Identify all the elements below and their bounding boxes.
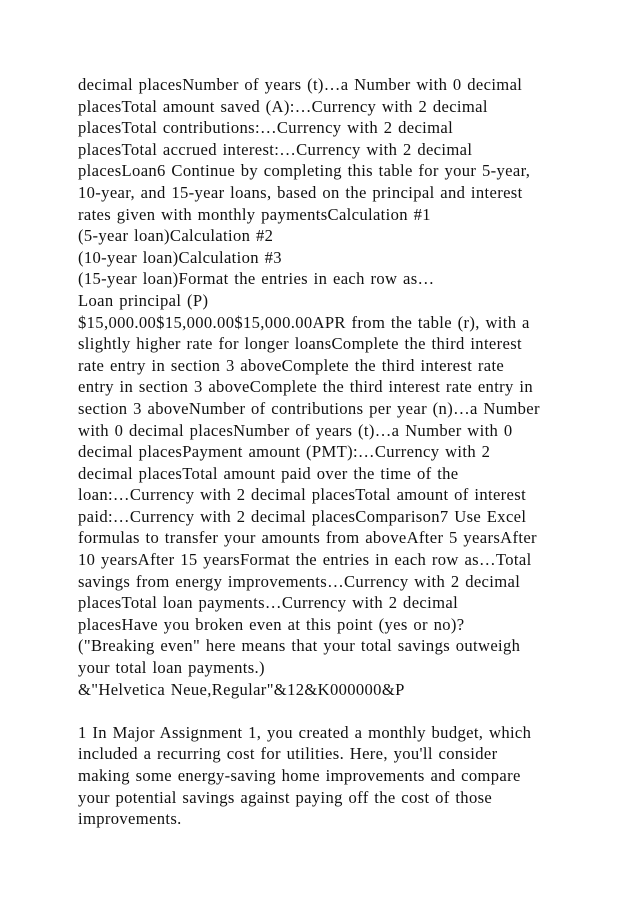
footnote-line: included a recurring cost for utilities. Here, you'll consider xyxy=(78,744,498,764)
text-line: rate entry in section 3 aboveComplete the third interest rate xyxy=(78,355,505,375)
text-line: decimal placesNumber of years (t)…a Number with 0 decimal xyxy=(78,75,523,94)
text-line: slightly higher rate for longer loansComplete the third interest xyxy=(78,334,522,354)
text-line: Loan principal (P) xyxy=(78,290,209,310)
text-line: decimal placesPayment amount (PMT):…Currency with 2 xyxy=(78,442,491,462)
footnote-line: 1 In Major Assignment 1, you created a monthly budget, which xyxy=(78,722,532,742)
text-line: entry in section 3 aboveComplete the third interest rate entry in xyxy=(78,377,533,397)
text-line: placesLoan6 Continue by completing this table for your 5-year, xyxy=(78,161,531,181)
footnote-line: making some energy-saving home improvements and compare xyxy=(78,766,521,785)
text-line: savings from energy improvements…Currency with 2 decimal xyxy=(78,571,521,591)
footnote-line: improvements. xyxy=(78,809,182,829)
text-line: decimal placesTotal amount paid over the time of the xyxy=(78,463,459,483)
text-line: placesHave you broken even at this point (yes or no)? xyxy=(78,614,465,634)
text-line: rates given with monthly paymentsCalculation #1 xyxy=(78,204,431,224)
text-line: placesTotal accrued interest:…Currency with 2 decimal xyxy=(78,139,473,159)
text-line: your total loan payments.) xyxy=(78,658,265,678)
text-line: paid:…Currency with 2 decimal placesComparison7 Use Excel xyxy=(78,506,527,526)
text-line: with 0 decimal placesNumber of years (t)…a Number with 0 xyxy=(78,420,513,440)
document-body xyxy=(78,74,578,830)
text-line: loan:…Currency with 2 decimal placesTotal amount of interest xyxy=(78,485,527,505)
text-line: (5-year loan)Calculation #2 xyxy=(78,226,274,246)
text-line: ("Breaking even" here means that your total savings outweigh xyxy=(78,636,521,656)
text-line: section 3 aboveNumber of contributions per year (n)…a Number xyxy=(78,398,540,418)
text-line: formulas to transfer your amounts from aboveAfter 5 yearsAfter xyxy=(78,528,537,548)
text-line: placesTotal contributions:…Currency with 2 decimal xyxy=(78,118,454,138)
header-footer-code-line: &"Helvetica Neue,Regular"&12&K000000&P xyxy=(78,679,405,699)
paragraph-gap xyxy=(78,700,578,722)
text-line: (15-year loan)Format the entries in each row as… xyxy=(78,269,435,289)
text-line: placesTotal amount saved (A):…Currency with 2 decimal xyxy=(78,96,488,116)
text-line: $15,000.00$15,000.00$15,000.00APR from the table (r), with a xyxy=(78,312,530,332)
text-line: placesTotal loan payments…Currency with 2 decimal xyxy=(78,593,459,613)
text-line: 10 yearsAfter 15 yearsFormat the entries in each row as…Total xyxy=(78,550,532,570)
footnote-line: your potential savings against paying off the cost of those xyxy=(78,787,493,807)
text-line: 10-year, and 15-year loans, based on the principal and interest xyxy=(78,182,523,202)
text-line: (10-year loan)Calculation #3 xyxy=(78,247,282,267)
